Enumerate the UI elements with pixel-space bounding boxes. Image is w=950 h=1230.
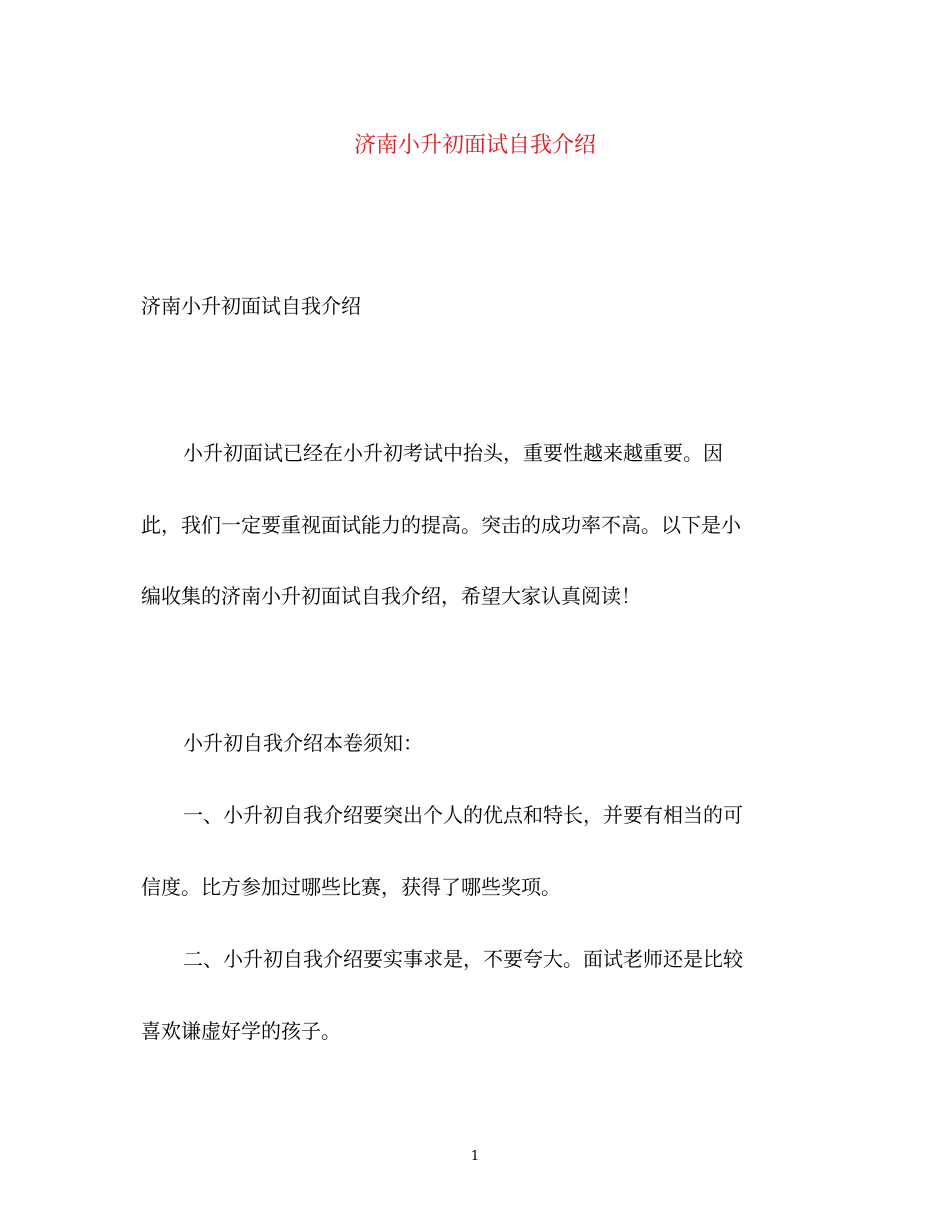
point1-line-1: 一、小升初自我介绍要突出个人的优点和特长，并要有相当的可: [183, 803, 743, 827]
document-subtitle: 济南小升初面试自我介绍: [141, 294, 361, 318]
page-number: 1: [470, 1149, 480, 1164]
intro-line-1: 小升初面试已经在小升初考试中抬头，重要性越来越重要。因: [183, 441, 723, 465]
document-title: 济南小升初面试自我介绍: [353, 133, 596, 158]
point2-line-2: 喜欢谦虚好学的孩子。: [141, 1019, 341, 1043]
intro-line-3: 编收集的济南小升初面试自我介绍，希望大家认真阅读！: [141, 584, 641, 608]
point1-line-2: 信度。比方参加过哪些比赛，获得了哪些奖项。: [141, 875, 561, 899]
notice-heading: 小升初自我介绍本卷须知：: [183, 731, 423, 755]
intro-line-2: 此，我们一定要重视面试能力的提高。突击的成功率不高。以下是小: [141, 513, 741, 537]
point2-line-1: 二、小升初自我介绍要实事求是，不要夸大。面试老师还是比较: [183, 947, 743, 971]
